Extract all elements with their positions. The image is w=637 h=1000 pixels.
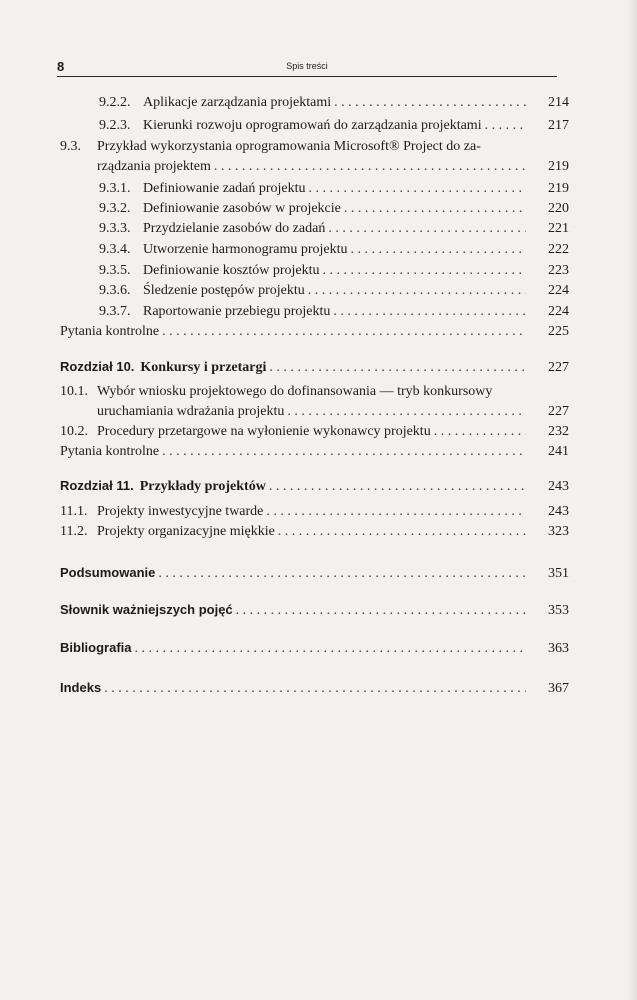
- toc-chapter: [60, 477, 569, 495]
- toc-entry-number: 11.2.: [60, 524, 88, 539]
- leader-dots: [344, 200, 526, 218]
- toc-entry-page: 227: [548, 404, 569, 419]
- section-label: Słownik ważniejszych pojęć: [60, 602, 233, 617]
- chapter-title: Przykłady projektów: [139, 479, 266, 494]
- leader-dots: [162, 323, 526, 341]
- toc-entry-page: 217: [548, 118, 569, 133]
- toc-entry-number: 9.3.1.: [99, 181, 131, 196]
- toc-entry-title: Projekty inwestycyjne twarde: [97, 504, 264, 519]
- toc-entry-number: 9.3.4.: [99, 242, 131, 257]
- leader-dots: [287, 403, 526, 421]
- toc-entry-title: Śledzenie postępów projektu: [143, 283, 305, 298]
- toc-entry-number: 9.3.6.: [99, 283, 131, 298]
- leader-dots: [278, 523, 526, 541]
- toc-entry-page: 227: [548, 360, 569, 375]
- toc-section: [60, 679, 569, 697]
- toc-section: [60, 601, 569, 619]
- running-title: Spis treści: [286, 61, 328, 71]
- toc-entry: [60, 523, 569, 541]
- toc-entry: [60, 138, 569, 156]
- leader-dots: [236, 602, 526, 620]
- toc-entry-page: 220: [548, 201, 569, 216]
- toc-entry-title: Raportowanie przebiegu projektu: [143, 304, 331, 319]
- toc-entry-number: 9.3.5.: [99, 263, 131, 278]
- leader-dots: [434, 423, 526, 441]
- chapter-label: Rozdział 11.: [60, 478, 134, 493]
- toc-entry-number: 9.3.7.: [99, 304, 131, 319]
- toc-entry-page: 243: [548, 504, 569, 519]
- toc-entry: [99, 94, 569, 112]
- toc-entry: [99, 117, 569, 135]
- toc-entry-number: 11.1.: [60, 504, 88, 519]
- leader-dots: [309, 180, 527, 198]
- toc-entry-page: 219: [548, 181, 569, 196]
- toc-entry: [99, 220, 569, 238]
- leader-dots: [135, 640, 526, 658]
- toc-entry-title: Wybór wniosku projektowego do dofinansowania — tryb konkursowy: [97, 384, 493, 399]
- toc-entry-page: 241: [548, 444, 569, 459]
- section-label: Indeks: [60, 680, 102, 695]
- leader-dots: [328, 220, 526, 238]
- toc-chapter: [60, 358, 569, 376]
- leader-dots: [266, 503, 526, 521]
- chapter-label: Rozdział 10.: [60, 359, 135, 374]
- toc-entry: [99, 282, 569, 300]
- toc-entry-page: 222: [548, 242, 569, 257]
- toc-section: [60, 639, 569, 657]
- toc-entry-number: 9.3.: [60, 139, 81, 154]
- toc-entry-title: Przykład wykorzystania oprogramowania Microsoft® Project do za-: [97, 139, 481, 154]
- toc-entry: [99, 262, 569, 280]
- toc-entry-page: 224: [548, 304, 569, 319]
- toc-entry-title: Utworzenie harmonogramu projektu: [143, 242, 348, 257]
- toc-entry: [99, 180, 569, 198]
- toc-entry: [99, 200, 569, 218]
- toc-entry-number: 9.2.3.: [99, 118, 131, 133]
- toc-entry-page: 363: [548, 641, 569, 656]
- toc-entry-number: 9.2.2.: [99, 95, 131, 110]
- toc-entry-title: Przydzielanie zasobów do zadań: [143, 221, 326, 236]
- toc-entry-page: 223: [548, 263, 569, 278]
- leader-dots: [485, 117, 526, 135]
- toc-entry-page: 351: [548, 566, 569, 581]
- toc-entry-page: 224: [548, 283, 569, 298]
- leader-dots: [214, 158, 526, 176]
- toc-section: [60, 564, 569, 582]
- toc-entry-title: Pytania kontrolne: [60, 444, 160, 459]
- toc-entry-number: 9.3.2.: [99, 201, 131, 216]
- toc-entry-continuation: [97, 158, 569, 176]
- toc-entry-page: 219: [548, 159, 569, 174]
- toc-entry-title-continued: rządzania projektem: [97, 159, 211, 174]
- leader-dots: [308, 282, 526, 300]
- toc-entry-page: 243: [548, 479, 569, 494]
- toc-entry-page: 353: [548, 603, 569, 618]
- toc-entry: [99, 241, 569, 259]
- toc-entry: [60, 443, 569, 461]
- toc-entry-number: 9.3.3.: [99, 221, 131, 236]
- toc-entry-title: Aplikacje zarządzania projektami: [143, 95, 332, 110]
- toc-entry: [60, 423, 569, 441]
- toc-entry-continuation: [97, 403, 569, 421]
- toc-entry-page: 214: [548, 95, 569, 110]
- toc-entry-title: Kierunki rozwoju oprogramowań do zarządzania projektami: [143, 118, 482, 133]
- toc-entry-title: Definiowanie zasobów w projekcie: [143, 201, 341, 216]
- toc-entry: [60, 503, 569, 521]
- toc-entry-page: 323: [548, 524, 569, 539]
- toc-entry-page: 232: [548, 424, 569, 439]
- leader-dots: [323, 262, 526, 280]
- section-label: Bibliografia: [60, 640, 132, 655]
- toc-entry: [60, 323, 569, 341]
- leader-dots: [158, 565, 526, 583]
- leader-dots: [269, 359, 526, 377]
- toc-entry-page: 225: [548, 324, 569, 339]
- leader-dots: [104, 680, 526, 698]
- leader-dots: [269, 478, 526, 496]
- page-number: 8: [57, 59, 65, 74]
- toc-entry-page: 367: [548, 681, 569, 696]
- leader-dots: [351, 241, 527, 259]
- leader-dots: [333, 303, 526, 321]
- section-label: Podsumowanie: [60, 565, 156, 580]
- toc-entry-title: Definiowanie kosztów projektu: [143, 263, 320, 278]
- chapter-title: Konkursy i przetargi: [140, 360, 267, 375]
- toc-entry-title-continued: uruchamiania wdrażania projektu: [97, 404, 285, 419]
- leader-dots: [334, 94, 526, 112]
- toc-entry-title: Procedury przetargowe na wyłonienie wykonawcy projektu: [97, 424, 431, 439]
- toc-entry-number: 10.2.: [60, 424, 88, 439]
- toc-entry-page: 221: [548, 221, 569, 236]
- toc-entry: [60, 383, 569, 401]
- toc-entry-number: 10.1.: [60, 384, 88, 399]
- leader-dots: [162, 443, 526, 461]
- toc-entry-title: Projekty organizacyjne miękkie: [97, 524, 275, 539]
- toc-entry-title: Pytania kontrolne: [60, 324, 160, 339]
- toc-entry: [99, 303, 569, 321]
- toc-entry-title: Definiowanie zadań projektu: [143, 181, 306, 196]
